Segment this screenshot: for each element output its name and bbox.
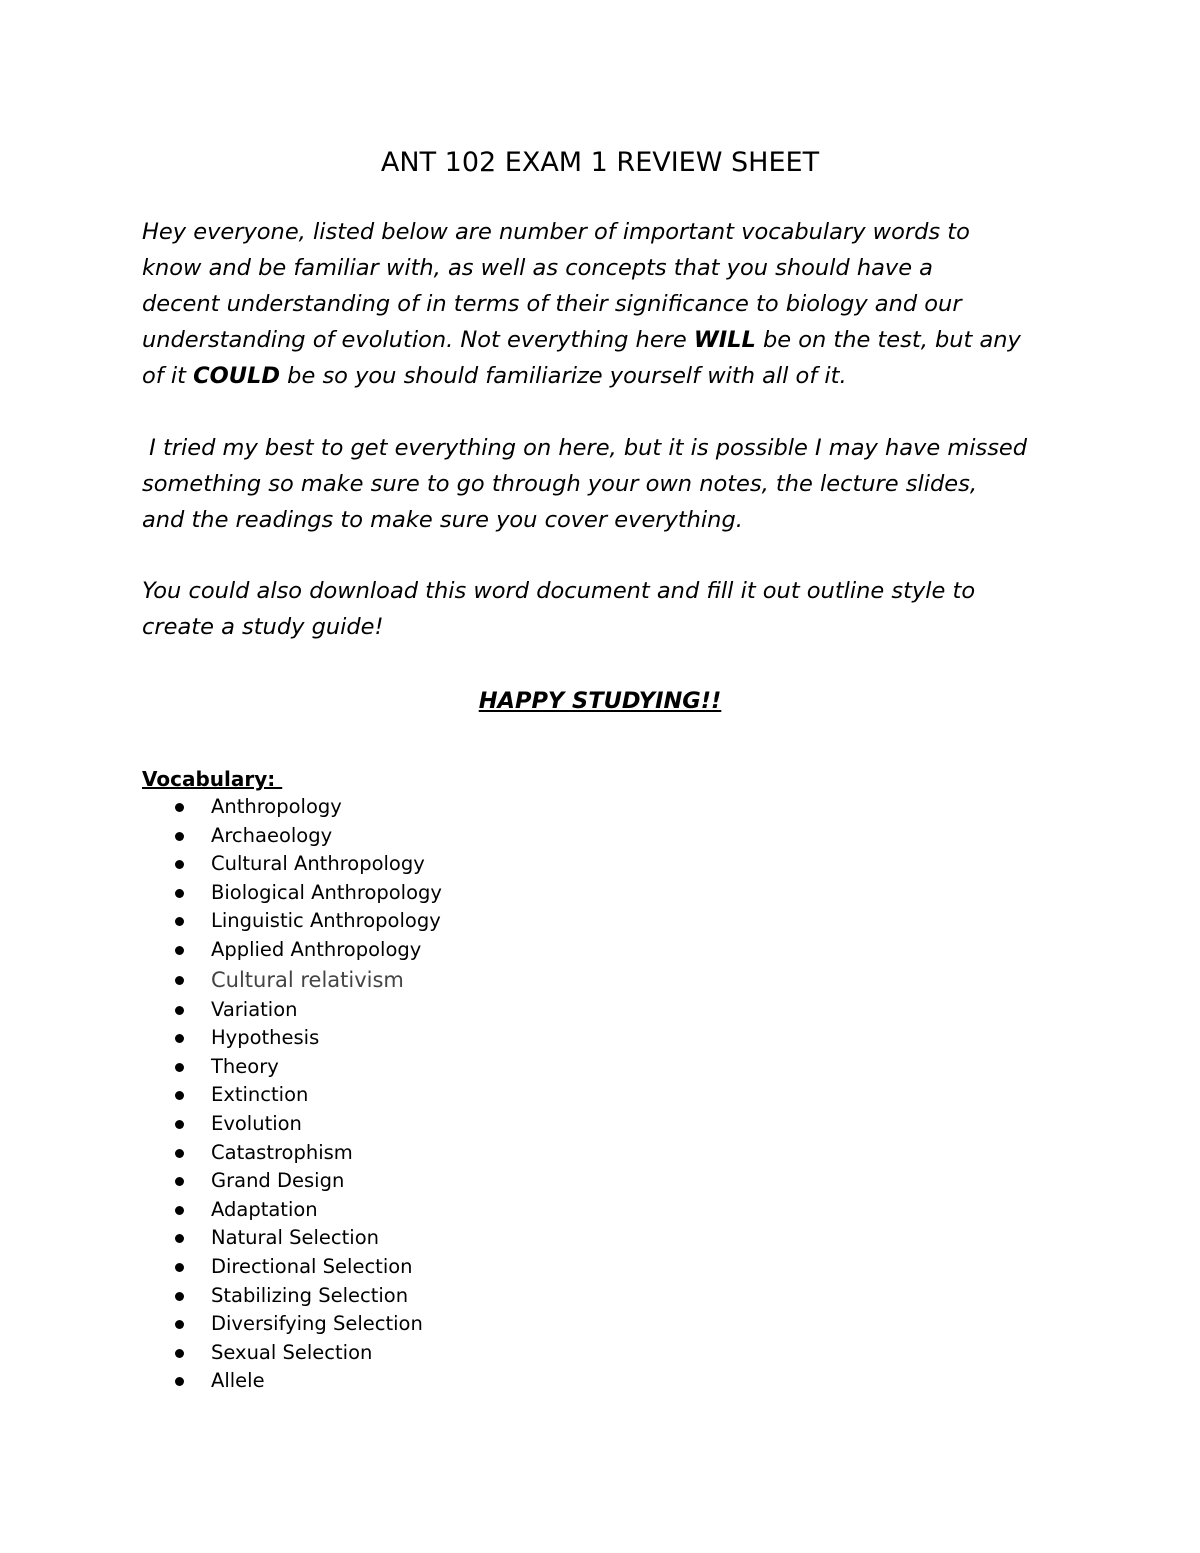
bullet-icon <box>175 1034 184 1043</box>
bullet-icon <box>175 1177 184 1186</box>
intro-text: be on the test, but any <box>755 327 1021 353</box>
intro-line: Hey everyone, listed below are number of important vocabulary words to <box>142 219 970 245</box>
intro-text: of it <box>142 363 194 389</box>
bullet-icon <box>175 917 184 926</box>
study-guide-line: create a study guide! <box>142 614 384 640</box>
bullet-icon <box>175 1206 184 1215</box>
bullet-icon <box>175 803 184 812</box>
happy-studying-banner: HAPPY STUDYING!! <box>478 688 722 714</box>
bullet-icon <box>175 1349 184 1358</box>
bullet-icon <box>175 1006 184 1015</box>
vocabulary-term: Directional Selection <box>211 1254 413 1278</box>
bullet-icon <box>175 1120 184 1129</box>
vocabulary-term: Hypothesis <box>211 1026 320 1050</box>
bullet-icon <box>175 1063 184 1072</box>
vocabulary-term: Anthropology <box>211 795 342 818</box>
intro-line: know and be familiar with, as well as concepts that you should have a <box>142 255 933 281</box>
vocabulary-term: Grand Design <box>211 1169 345 1193</box>
intro-text: understanding of evolution. Not everything here <box>142 327 694 353</box>
vocabulary-term: Allele <box>211 1369 265 1393</box>
bullet-icon <box>175 1234 184 1243</box>
study-guide-line: You could also download this word document and fill it out outline style to <box>142 578 976 604</box>
bullet-icon <box>175 946 184 955</box>
bullet-icon <box>175 1292 184 1301</box>
bullet-icon <box>175 860 184 869</box>
emphasis-will: WILL <box>693 327 756 353</box>
bullet-icon <box>175 832 184 841</box>
intro-line: decent understanding of in terms of their significance to biology and our <box>142 291 962 317</box>
bullet-icon <box>175 1320 184 1329</box>
vocabulary-term: Variation <box>211 997 298 1021</box>
vocabulary-term: Natural Selection <box>211 1226 379 1250</box>
vocabulary-heading: Vocabulary: <box>142 767 283 791</box>
vocabulary-term: Stabilizing Selection <box>211 1283 409 1307</box>
bullet-icon <box>175 889 184 898</box>
vocabulary-term: Applied Anthropology <box>211 937 422 961</box>
vocabulary-term: Theory <box>211 1054 279 1078</box>
notes-line: something so make sure to go through your own notes, the lecture slides, <box>142 471 978 497</box>
notes-paragraph <box>142 430 1072 538</box>
document-title: ANT 102 EXAM 1 REVIEW SHEET <box>380 147 820 178</box>
intro-text: be so you should familiarize yourself with all of it. <box>280 363 847 389</box>
study-guide-paragraph <box>142 573 1072 645</box>
vocabulary-term: Sexual Selection <box>211 1340 373 1364</box>
notes-line: I tried my best to get everything on here, but it is possible I may have missed <box>142 435 1028 461</box>
vocabulary-term: Archaeology <box>211 823 333 847</box>
bullet-icon <box>175 1263 184 1272</box>
vocabulary-term: Linguistic Anthropology <box>211 909 441 933</box>
vocabulary-term: Adaptation <box>211 1197 318 1221</box>
intro-line <box>142 322 1072 358</box>
vocabulary-term: Evolution <box>211 1111 302 1135</box>
intro-paragraph <box>142 214 1072 394</box>
vocabulary-term: Extinction <box>211 1083 309 1107</box>
bullet-icon <box>175 1377 184 1386</box>
vocabulary-term: Biological Anthropology <box>211 880 442 904</box>
bullet-icon <box>175 1091 184 1100</box>
intro-line <box>142 358 1072 394</box>
notes-line: and the readings to make sure you cover everything. <box>142 507 743 533</box>
vocabulary-term: Diversifying Selection <box>211 1312 423 1336</box>
bullet-icon <box>175 1149 184 1158</box>
bullet-icon <box>175 976 184 985</box>
vocabulary-term: Cultural relativism <box>211 967 404 992</box>
vocabulary-term: Cultural Anthropology <box>211 852 425 876</box>
vocabulary-term: Catastrophism <box>211 1140 353 1164</box>
emphasis-could: COULD <box>193 363 281 389</box>
